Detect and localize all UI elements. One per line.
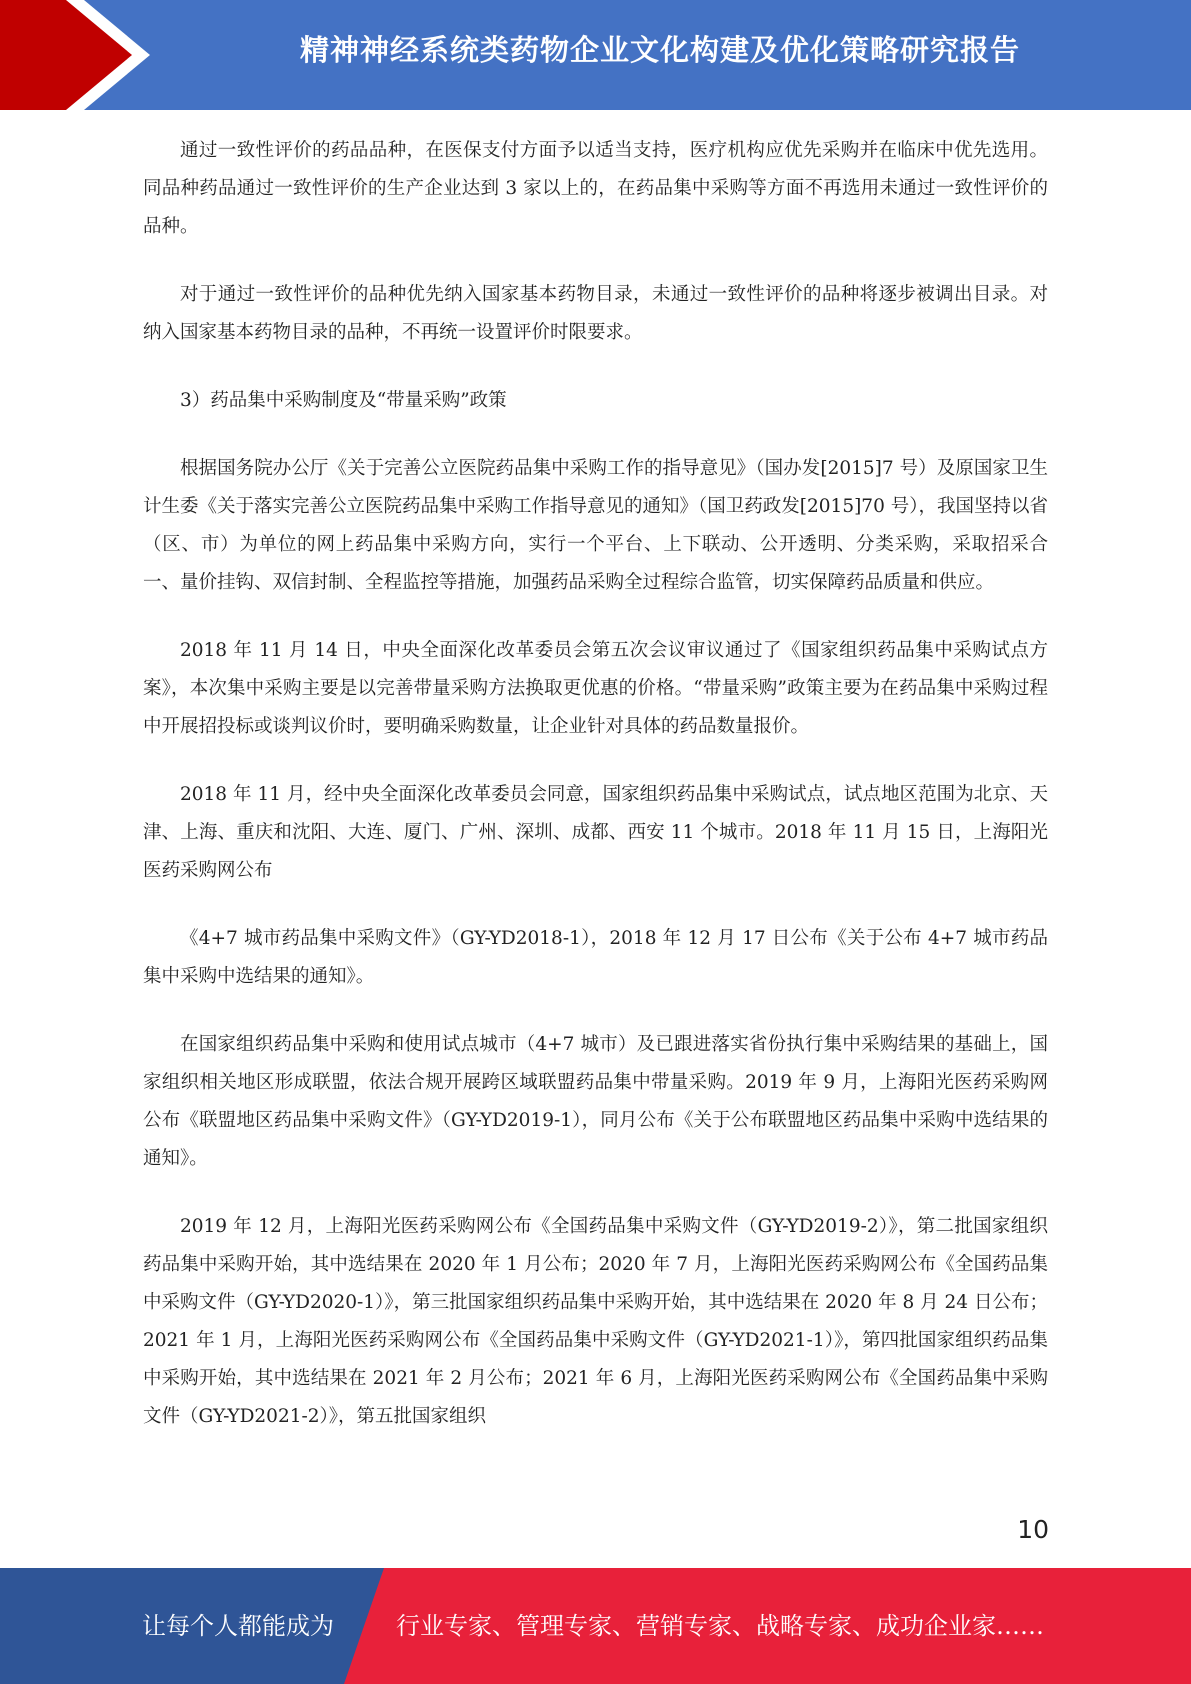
paragraph: 通过一致性评价的药品品种，在医保支付方面予以适当支持，医疗机构应优先采购并在临床中优先选用。同品种药品通过一致性评价的生产企业达到 3 家以上的，在药品集中采购等方面不再选用未通过一致性评价的品种。 <box>143 140 1048 237</box>
footer-slogan-right: 行业专家、管理专家、营销专家、战略专家、成功企业家…… <box>396 1612 1044 1640</box>
section-heading: 3）药品集中采购制度及“带量采购”政策 <box>180 390 507 411</box>
page-header <box>0 0 1191 110</box>
paragraph: 2018 年 11 月 14 日，中央全面深化改革委员会第五次会议审议通过了《国家组织药品集中采购试点方案》，本次集中采购主要是以完善带量采购方法换取更优惠的价格。“带量采购”政策主要为在药品集中采购过程中开展招投标或谈判议价时，要明确采购数量，让企业针对具体的药品数量报价。 <box>143 640 1048 737</box>
paragraph: 根据国务院办公厅《关于完善公立医院药品集中采购工作的指导意见》（国办发[2015]7 号）及原国家卫生计生委《关于落实完善公立医院药品集中采购工作指导意见的通知》（国卫药政发[2015]70 号），我国坚持以省（区、市）为单位的网上药品集中采购方向，实行一个平台、上下联动、公开透明、分类采购，采取招采合一、量价挂钩、双信封制、全程监控等措施，加强药品采购全过程综合监管，切实保障药品质量和供应。 <box>143 458 1048 593</box>
main-content <box>143 132 1048 1466</box>
page-number: 10 <box>1017 1515 1049 1544</box>
paragraph: 对于通过一致性评价的品种优先纳入国家基本药物目录，未通过一致性评价的品种将逐步被调出目录。对纳入国家基本药物目录的品种，不再统一设置评价时限要求。 <box>143 284 1048 343</box>
page-footer <box>0 1568 1191 1684</box>
document-title: 精神神经系统类药物企业文化构建及优化策略研究报告 <box>299 33 1020 67</box>
footer-slogan-left: 让每个人都能成为 <box>142 1612 334 1640</box>
paragraph: 《4+7 城市药品集中采购文件》（GY-YD2018-1），2018 年 12 月 17 日公布《关于公布 4+7 城市药品集中采购中选结果的通知》。 <box>143 928 1048 987</box>
paragraph: 2018 年 11 月，经中央全面深化改革委员会同意，国家组织药品集中采购试点，试点地区范围为北京、天津、上海、重庆和沈阳、大连、厦门、广州、深圳、成都、西安 11 个城市。2018 年 11 月 15 日，上海阳光医药采购网公布 <box>143 784 1048 881</box>
paragraph: 在国家组织药品集中采购和使用试点城市（4+7 城市）及已跟进落实省份执行集中采购结果的基础上，国家组织相关地区形成联盟，依法合规开展跨区域联盟药品集中带量采购。2019 年 9 月，上海阳光医药采购网公布《联盟地区药品集中采购文件》（GY-YD2019-1），同月公布《关于公布联盟地区药品集中采购中选结果的通知》。 <box>143 1034 1048 1169</box>
paragraph: 2019 年 12 月，上海阳光医药采购网公布《全国药品集中采购文件（GY-YD2019-2）》，第二批国家组织药品集中采购开始，其中选结果在 2020 年 1 月公布；2020 年 7 月，上海阳光医药采购网公布《全国药品集中采购文件（GY-YD2020-1）》，第三批国家组织药品集中采购开始，其中选结果在 2020 年 8 月 24 日公布；2021 年 1 月，上海阳光医药采购网公布《全国药品集中采购文件（GY-YD2021-1）》，第四批国家组织药品集中采购开始，其中选结果在 2021 年 2 月公布；2021 年 6 月，上海阳光医药采购网公布《全国药品集中采购文件（GY-YD2021-2）》，第五批国家组织 <box>143 1216 1048 1427</box>
